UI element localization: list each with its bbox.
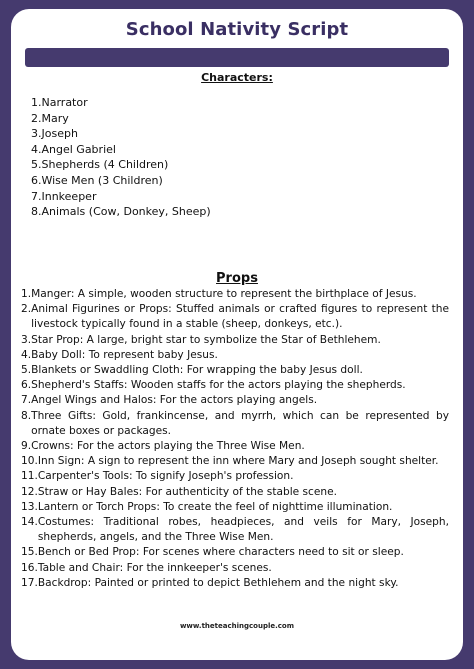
footer-website[interactable]: www.theteachingcouple.com	[179, 622, 295, 630]
prop-number: 2.	[21, 303, 32, 316]
prop-number: 3.	[21, 333, 32, 346]
prop-text: Carpenter's Tools: To signify Joseph's profession.	[37, 470, 294, 483]
character-item: 7.Innkeeper	[31, 189, 97, 203]
prop-text: Shepherd's Staffs: Wooden staffs for the actors playing the shepherds.	[31, 379, 406, 392]
prop-number: 8.	[21, 409, 32, 422]
prop-number: 17.	[21, 576, 38, 589]
character-item: 3.Joseph	[31, 127, 78, 141]
prop-number: 14.	[21, 516, 38, 529]
prop-item	[21, 393, 449, 408]
prop-item	[21, 348, 449, 363]
prop-text: Table and Chair: For the innkeeper's scenes.	[37, 561, 272, 574]
prop-number: 7.	[21, 394, 32, 407]
prop-item	[21, 439, 449, 454]
prop-item	[21, 561, 449, 576]
prop-text: Blankets or Swaddling Cloth: For wrapping the baby Jesus doll.	[31, 364, 363, 377]
prop-number: 4.	[21, 348, 32, 361]
prop-item	[21, 500, 449, 515]
prop-item	[21, 302, 449, 332]
prop-item	[21, 409, 449, 439]
prop-number: 9.	[21, 440, 32, 453]
prop-number: 16.	[21, 561, 38, 574]
characters-heading: Characters:	[201, 71, 273, 84]
prop-text: Angel Wings and Halos: For the actors playing angels.	[31, 394, 318, 407]
character-item: 1.Narrator	[31, 96, 88, 109]
prop-item	[21, 454, 449, 469]
prop-text: Bench or Bed Prop: For scenes where characters need to sit or sleep.	[37, 546, 404, 559]
prop-text: Backdrop: Painted or printed to depict Bethlehem and the night sky.	[37, 576, 399, 589]
prop-number: 13.	[21, 500, 38, 513]
character-item: 6.Wise Men (3 Children)	[31, 173, 163, 187]
prop-item	[21, 485, 449, 500]
characters-list	[31, 95, 211, 220]
prop-item	[21, 378, 449, 393]
prop-text: Baby Doll: To represent baby Jesus.	[31, 348, 218, 361]
prop-text: Straw or Hay Bales: For authenticity of the stable scene.	[37, 485, 337, 498]
prop-text: Inn Sign: A sign to represent the inn where Mary and Joseph sought shelter.	[37, 455, 439, 468]
page-title: School Nativity Script	[125, 19, 349, 40]
prop-text: Three Gifts: Gold, frankincense, and myrrh, which can be represented by ornate boxes or packages.	[31, 409, 449, 437]
prop-item	[21, 469, 449, 484]
prop-text: Lantern or Torch Props: To create the feel of nighttime illumination.	[37, 500, 393, 513]
character-item: 2.Mary	[31, 111, 69, 125]
prop-text: Crowns: For the actors playing the Three Wise Men.	[31, 440, 305, 453]
props-heading: Props	[216, 271, 258, 286]
prop-number: 1.	[21, 288, 32, 300]
character-item: 8.Animals (Cow, Donkey, Sheep)	[31, 205, 211, 219]
prop-item	[21, 333, 449, 348]
prop-number: 15.	[21, 546, 38, 559]
prop-text: Animal Figurines or Props: Stuffed animals or crafted figures to represent the livestock typically found in a stable (sheep, donkeys, etc.).	[31, 303, 449, 331]
prop-number: 11.	[21, 470, 38, 483]
prop-number: 6.	[21, 379, 32, 392]
script-page	[11, 9, 463, 660]
prop-text: Manger: A simple, wooden structure to represent the birthplace of Jesus.	[31, 288, 417, 300]
prop-number: 10.	[21, 455, 38, 468]
prop-number: 5.	[21, 364, 32, 377]
prop-item	[21, 287, 449, 302]
prop-number: 12.	[21, 485, 38, 498]
prop-item	[21, 576, 449, 591]
prop-item	[21, 515, 449, 545]
prop-item	[21, 363, 449, 378]
character-item: 5.Shepherds (4 Children)	[31, 158, 169, 172]
character-item: 4.Angel Gabriel	[31, 142, 116, 156]
prop-text: Star Prop: A large, bright star to symbolize the Star of Bethlehem.	[31, 333, 381, 346]
title-divider-bar	[25, 48, 449, 67]
prop-text: Costumes: Traditional robes, headpieces, and veils for Mary, Joseph, shepherds, angels, and the Three Wise Men.	[37, 516, 449, 544]
prop-item	[21, 545, 449, 560]
props-list	[21, 287, 449, 591]
